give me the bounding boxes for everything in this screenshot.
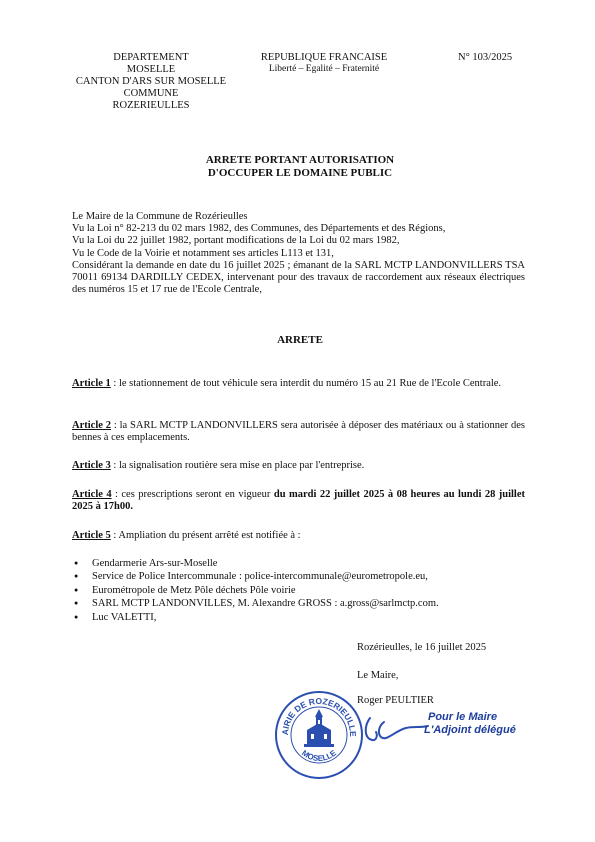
article	[72, 460, 525, 472]
arrete-heading: ARRETE	[277, 334, 323, 346]
article-label: Article 4	[72, 489, 112, 500]
svg-text:MAIRIE DE ROZERIEULLES: AIRIE DE ROZERIEULLE	[279, 695, 359, 737]
department-line: DEPARTEMENT	[113, 52, 189, 63]
title-line: ARRETE PORTANT AUTORISATION	[205, 154, 395, 166]
department-block	[62, 52, 240, 112]
preamble-line: Le Maire de la Commune de Rozérieulles	[72, 211, 248, 222]
signatory-role: Le Maire,	[357, 670, 399, 681]
article-sep: :	[110, 378, 119, 389]
handwritten-signature-icon	[362, 708, 432, 748]
article-sep: :	[111, 489, 122, 500]
svg-text:MOSELLE: MOSELLE	[300, 748, 338, 763]
article-sep: :	[110, 530, 119, 541]
preamble-line: Vu la Loi n° 82-213 du 02 mars 1982, des Communes, des Départements et des Régions,	[72, 223, 446, 235]
article	[72, 420, 525, 444]
place-date: Rozérieulles, le 16 juillet 2025	[357, 642, 487, 653]
signature	[362, 708, 432, 748]
delegation-line: L'Adjoint délégué	[424, 724, 516, 736]
department-line: CANTON D'ARS SUR MOSELLE	[75, 76, 227, 87]
list-item: ● Luc VALETTI,	[74, 611, 525, 624]
article	[72, 378, 525, 390]
department-line: ROZERIEULLES	[112, 100, 190, 111]
article-text: le stationnement de tout véhicule sera interdit du numéro 15 au 21 Rue de l'Ecole Centrale.	[118, 378, 502, 389]
article	[72, 489, 525, 513]
list-item: ● Gendarmerie Ars-sur-Moselle	[74, 557, 525, 570]
article-text: la signalisation routière sera mise en place par l'entreprise.	[118, 460, 365, 471]
article-label: Article 3	[72, 460, 111, 471]
preamble	[72, 211, 525, 296]
article-sep: :	[111, 420, 120, 431]
article-text: ces prescriptions seront en vigueur	[121, 489, 274, 500]
preamble-line: Considérant la demande en date du 16 juillet 2025 ; émanant de la SARL MCTP LANDONVILLERS TSA 70011 69134 DARDILLY CEDEX, intervenant pour des travaux de raccordement aux réseaux électriques des numéros 15 et 17 rue de l'Ecole Centrale,	[72, 259, 525, 296]
article-label: Article 1	[72, 378, 111, 389]
delegation-line: Pour le Maire	[428, 711, 498, 723]
preamble-line: Vu la Loi du 22 juillet 1982, portant modifications de la Loi du 02 mars 1982,	[72, 235, 400, 247]
republic-motto: Liberté – Egalité – Fraternité	[268, 64, 380, 74]
article-label: Article 2	[72, 420, 111, 431]
republic-title: REPUBLIQUE FRANCAISE	[260, 52, 388, 63]
republic-block	[246, 52, 402, 75]
article-sep: :	[110, 460, 119, 471]
article-label: Article 5	[72, 530, 111, 541]
preamble-line: Vu le Code de la Voirie et notamment ses articles L113 et 131,	[72, 247, 334, 259]
department-line: COMMUNE	[123, 88, 179, 99]
delegation-note	[424, 711, 516, 737]
notified-list	[74, 557, 525, 624]
department-line: MOSELLE	[126, 64, 176, 75]
article-text: la SARL MCTP LANDONVILLERS sera autorisée à déposer des matériaux ou à stationner des bennes à ces emplacements.	[72, 420, 525, 444]
list-item: ● SARL MCTP LANDONVILLES, M. Alexandre GROSS : a.gross@sarlmctp.com.	[74, 597, 525, 610]
mairie-stamp	[274, 690, 364, 780]
list-item: ● Service de Police Intercommunale : police-intercommunale@eurometropole.eu,	[74, 570, 525, 583]
list-item: ● Eurométropole de Metz Pôle déchets Pôle voirie	[74, 584, 525, 597]
page-title	[140, 154, 460, 180]
article-bold-text: du mardi 22 juillet 2025 à 08 heures au lundi 28 juillet 2025 à 17h00.	[72, 489, 526, 513]
signatory-name: Roger PEULTIER	[357, 695, 434, 706]
title-line: D'OCCUPER LE DOMAINE PUBLIC	[207, 167, 393, 179]
article-text: Ampliation du présent arrêté est notifiée à :	[118, 530, 301, 541]
stamp-seal-icon	[274, 690, 364, 780]
reference-number: N° 103/2025	[458, 52, 513, 63]
article	[72, 530, 525, 542]
